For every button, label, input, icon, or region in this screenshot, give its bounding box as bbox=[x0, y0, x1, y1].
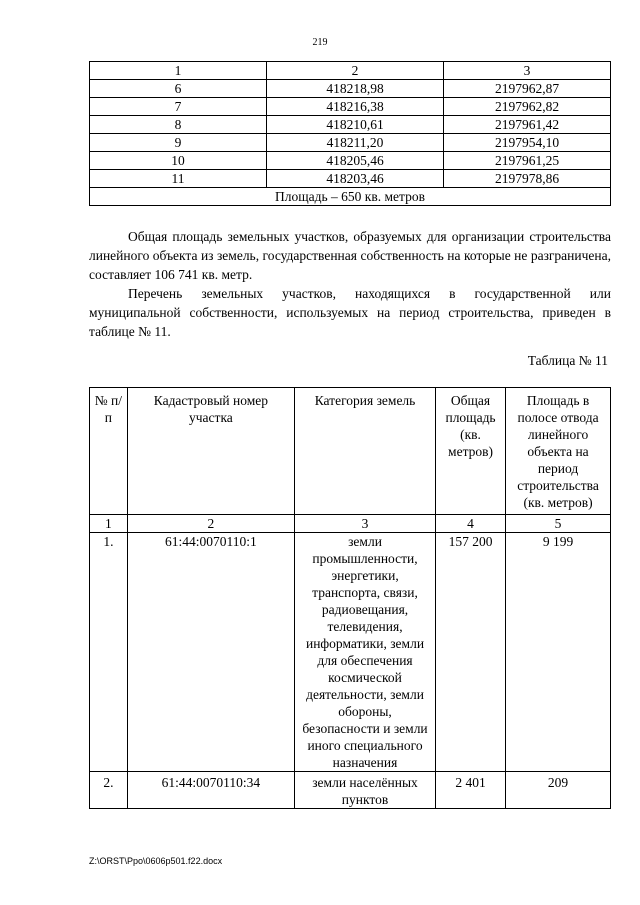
column-number: 3 bbox=[295, 515, 436, 533]
paragraph-land-list: Перечень земельных участков, находящихся в государственной или муниципальной собственности, используемых на период строительства, приведен в таблице № 11. bbox=[89, 286, 611, 339]
column-number: 5 bbox=[506, 515, 611, 533]
header-number: № п/п bbox=[90, 388, 128, 515]
table-caption: Таблица № 11 bbox=[527, 353, 608, 368]
row-number: 2. bbox=[90, 772, 128, 809]
x-coordinate-cell: 418211,20 bbox=[267, 134, 444, 152]
x-coordinate-cell: 418205,46 bbox=[267, 152, 444, 170]
area-total-cell: Площадь – 650 кв. метров bbox=[90, 188, 611, 206]
x-coordinate-cell: 418210,61 bbox=[267, 116, 444, 134]
table-row bbox=[90, 116, 611, 134]
point-number-cell: 8 bbox=[90, 116, 267, 134]
header-strip-area: Площадь в полосе отвода линейного объекта на период строительства (кв. метров) bbox=[506, 388, 611, 515]
point-number-cell: 7 bbox=[90, 98, 267, 116]
table-row bbox=[90, 98, 611, 116]
paragraph-total-area: Общая площадь земельных участков, образуемых для организации строительства линейного объекта из земель, государственная собственность на которые не разграничена, составляет 106 741 кв. метр. bbox=[89, 229, 611, 282]
strip-area: 9 199 bbox=[506, 533, 611, 772]
column-number: 4 bbox=[435, 515, 505, 533]
land-category: земли промышленности, энергетики, транспорта, связи, радиовещания, телевидения, информатики, земли для обеспечения космической деятельности, земли обороны, безопасности и земли иного специального назначения bbox=[295, 533, 436, 772]
table-header-cell: 1 bbox=[90, 62, 267, 80]
x-coordinate-cell: 418218,98 bbox=[267, 80, 444, 98]
table-row bbox=[90, 772, 611, 809]
table-row bbox=[90, 134, 611, 152]
land-plots-table bbox=[89, 387, 611, 809]
table-header-cell: 3 bbox=[444, 62, 611, 80]
column-number: 2 bbox=[127, 515, 294, 533]
file-path-footer: Z:\ORST\Ppo\0606p501.f22.docx bbox=[89, 856, 223, 866]
column-number: 1 bbox=[90, 515, 128, 533]
table-row bbox=[90, 152, 611, 170]
table-header-row bbox=[90, 62, 611, 80]
cadastral-number: 61:44:0070110:34 bbox=[127, 772, 294, 809]
point-number-cell: 10 bbox=[90, 152, 267, 170]
table-row bbox=[90, 80, 611, 98]
row-number: 1. bbox=[90, 533, 128, 772]
y-coordinate-cell: 2197961,42 bbox=[444, 116, 611, 134]
strip-area: 209 bbox=[506, 772, 611, 809]
x-coordinate-cell: 418203,46 bbox=[267, 170, 444, 188]
coordinates-table bbox=[89, 61, 611, 206]
x-coordinate-cell: 418216,38 bbox=[267, 98, 444, 116]
y-coordinate-cell: 2197962,87 bbox=[444, 80, 611, 98]
page-number: 219 bbox=[312, 37, 328, 48]
header-cadastral: Кадастровый номер участка bbox=[127, 388, 294, 515]
y-coordinate-cell: 2197954,10 bbox=[444, 134, 611, 152]
point-number-cell: 6 bbox=[90, 80, 267, 98]
table-header-cell: 2 bbox=[267, 62, 444, 80]
table-footer-row bbox=[90, 188, 611, 206]
total-area: 2 401 bbox=[435, 772, 505, 809]
land-category: земли населённых пунктов bbox=[295, 772, 436, 809]
cadastral-number: 61:44:0070110:1 bbox=[127, 533, 294, 772]
header-category: Категория земель bbox=[295, 388, 436, 515]
y-coordinate-cell: 2197962,82 bbox=[444, 98, 611, 116]
y-coordinate-cell: 2197978,86 bbox=[444, 170, 611, 188]
total-area: 157 200 bbox=[435, 533, 505, 772]
column-numbers-row bbox=[90, 515, 611, 533]
y-coordinate-cell: 2197961,25 bbox=[444, 152, 611, 170]
table-header-row bbox=[90, 388, 611, 515]
header-total-area: Общая площадь (кв. метров) bbox=[435, 388, 505, 515]
table-row bbox=[90, 533, 611, 772]
table-row bbox=[90, 170, 611, 188]
point-number-cell: 11 bbox=[90, 170, 267, 188]
point-number-cell: 9 bbox=[90, 134, 267, 152]
